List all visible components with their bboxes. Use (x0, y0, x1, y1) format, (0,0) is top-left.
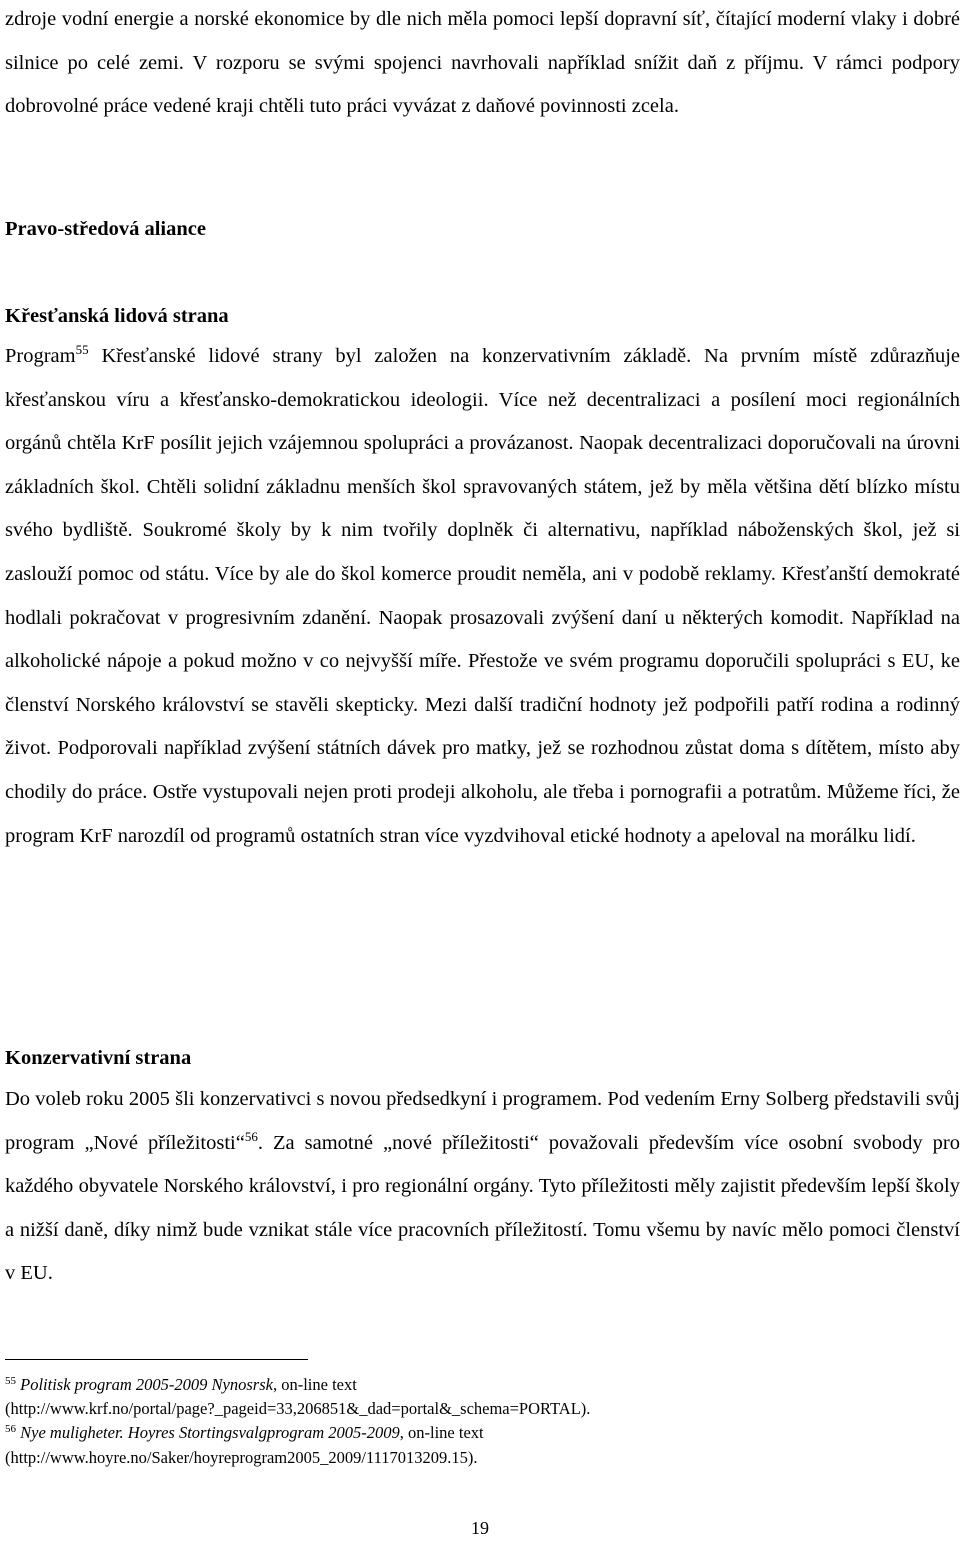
intro-paragraph: zdroje vodní energie a norské ekonomice by dle nich měla pomoci lepší dopravní síť, čítající moderní vlaky i dobré silnice po celé zemi. V rozporu se svými spojenci navrhovali například snížit daň z příjmu. V rámci podpory dobrovolné práce vedené kraji chtěli tuto práci vyvázat z daňové povinnosti zcela. (5, 8, 960, 118)
footnote-number: 56 (5, 1423, 16, 1436)
footnote-divider (5, 1359, 308, 1360)
section-heading: Pravo-středová aliance (5, 218, 206, 240)
page-number: 19 (471, 1518, 489, 1538)
conservative-heading: Konzervativní strana (5, 1047, 192, 1069)
conservative-text-rest: . Za samotné „nové příležitosti“ považovali především více osobní svobody pro každého obyvatele Norského království, i pro regionální orgány. Tyto příležitosti měly zajistit především lepší školy a nižší daně, díky nimž bude vznikat stále více pracovních příležitostí. Tomu všemu by navíc mělo pomoci členství v EU. (5, 1131, 960, 1285)
krf-text-start: Program (5, 345, 76, 367)
footnote-55 (5, 1373, 960, 1397)
footnote-rest: , on-line text (399, 1423, 484, 1443)
footnote-rest: , on-line text (272, 1375, 357, 1394)
footnote-55-url[interactable]: (http://www.krf.no/portal/page?_pageid=33,206851&_dad=portal&_schema=PORTAL). (5, 1399, 591, 1419)
footnotes (5, 1373, 960, 1470)
footnote-number: 55 (5, 1375, 16, 1387)
footnote-title: Politisk program 2005-2009 Nynosrsk (20, 1375, 273, 1394)
krf-text-rest: Křesťanské lidové strany byl založen na konzervativním základě. Na prvním místě zdůrazňuje křesťanskou víru a křesťansko-demokratickou ideologii. Více než decentralizaci a posílení moci regionálních orgánů chtěla KrF posílit jejich vzájemnou spolupráci a provázanost. Naopak decentralizaci doporučovali na úrovni základních škol. Chtěli solidní základnu menších škol spravovaných státem, jež by měla většina dětí blízko místu svého bydliště. Soukromé školy by k nim tvořily doplněk či alternativu, například náboženských škol, jež si zaslouží pomoc od státu. Více by ale do škol komerce proudit neměla, ani v podobě reklamy. Křesťanští demokraté hodlali pokračovat v progresivním zdanění. Naopak prosazovali zvýšení daní u některých komodit. Například na alkoholické nápoje a pokud možno v co nejvyšší míře. Přestože ve svém programu doporučili spolupráci s EU, ke členství Norského království se stavěli skepticky. Mezi další tradiční hodnoty jež podpořili patří rodina a rodinný život. Podporovali například zvýšení státních dávek pro matky, jež se rozhodnou zůstat doma s dítětem, místo aby chodily do práce. Ostře vystupovali nejen proti prodeji alkoholu, ale třeba i pornografii a potratům. Můžeme říci, že program KrF narozdíl od programů ostatních stran více vyzdvihoval etické hodnoty a apeloval na morálku lidí. (5, 345, 960, 847)
conservative-text-start: Do voleb roku 2005 šli konzervativci s novou předsedkyní i programem. Pod vedením Erny Solberg představili svůj program „Nové příležitosti“ (5, 1088, 960, 1154)
krf-heading: Křesťanská lidová strana (5, 305, 229, 327)
footnote-ref-55[interactable]: 55 (75, 342, 89, 357)
footnote-ref-56[interactable]: 56 (244, 1128, 258, 1144)
footnote-56 (5, 1421, 960, 1445)
conservative-paragraph (5, 1078, 960, 1296)
krf-paragraph (5, 335, 960, 858)
footnote-title: Nye muligheter. Hoyres Stortingsvalgprogram 2005-2009 (20, 1423, 400, 1443)
footnote-56-url[interactable]: (http://www.hoyre.no/Saker/hoyreprogram2005_2009/1117013209.15). (5, 1447, 478, 1467)
